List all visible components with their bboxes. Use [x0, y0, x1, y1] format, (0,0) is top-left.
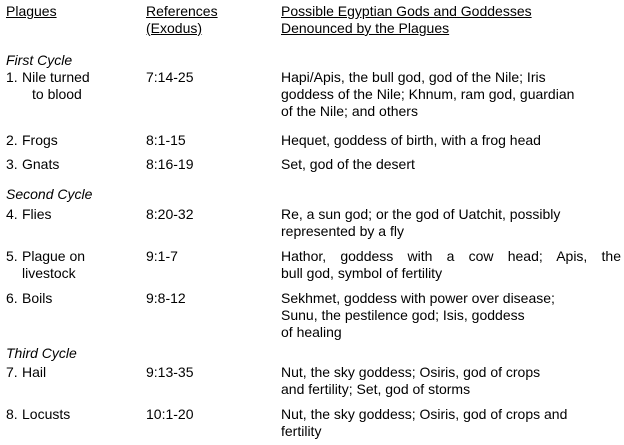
plague-name: [22, 69, 132, 103]
plague-name-line: livestock: [22, 265, 76, 281]
exodus-reference: 8:1-15: [146, 132, 186, 148]
exodus-reference: 10:1-20: [146, 406, 194, 422]
cycle-heading-second: Second Cycle: [6, 186, 93, 202]
exodus-reference: 9:13-35: [146, 364, 194, 380]
header-references-line1: References: [146, 3, 218, 19]
gods-description-line: fertility: [281, 423, 322, 439]
plague-name: Frogs: [22, 132, 58, 148]
row-number: 5.: [6, 248, 18, 264]
gods-description-line: Nut, the sky goddess; Osiris, god of crops: [281, 364, 541, 380]
gods-description: [281, 290, 621, 341]
gods-description: [281, 248, 621, 282]
gods-description: [281, 364, 621, 398]
plague-name: [22, 248, 132, 282]
gods-description: [281, 406, 621, 440]
gods-description-line: goddess of the Nile; Khnum, ram god, guardian: [281, 86, 575, 102]
cycle-heading-first: First Cycle: [6, 52, 73, 68]
plague-name-line: Nile turned: [22, 69, 90, 85]
gods-description-line: Sunu, the pestilence god; Isis, goddess: [281, 307, 525, 323]
gods-description-line: and fertility; Set, god of storms: [281, 381, 471, 397]
gods-description-line: represented by a fly: [281, 223, 404, 239]
gods-description: Hequet, goddess of birth, with a frog head: [281, 132, 541, 148]
gods-description: [281, 206, 621, 240]
exodus-reference: 9:8-12: [146, 290, 186, 306]
gods-description-line: of healing: [281, 324, 342, 340]
gods-description-line: of the Nile; and others: [281, 103, 418, 119]
plague-name-line: Plague on: [22, 248, 86, 264]
row-number: 2.: [6, 132, 18, 148]
cycle-heading-third: Third Cycle: [6, 345, 77, 361]
gods-description-line: Re, a sun god; or the god of Uatchit, possibly: [281, 206, 561, 222]
header-references-line2: (Exodus): [146, 20, 203, 36]
gods-description-line: Nut, the sky goddess; Osiris, god of crops and: [281, 406, 568, 422]
exodus-reference: 8:16-19: [146, 156, 194, 172]
gods-description: [281, 69, 621, 120]
header-gods: [281, 3, 532, 37]
row-number: 6.: [6, 290, 18, 306]
exodus-reference: 8:20-32: [146, 206, 194, 222]
row-number: 8.: [6, 406, 18, 422]
plague-name-line: to blood: [32, 86, 82, 102]
row-number: 3.: [6, 156, 18, 172]
plague-name: Gnats: [22, 156, 60, 172]
exodus-reference: 9:1-7: [146, 248, 178, 264]
row-number: 4.: [6, 206, 18, 222]
row-number: 7.: [6, 364, 18, 380]
row-number: 1.: [6, 69, 18, 85]
header-gods-line2: Denounced by the Plagues: [281, 20, 450, 36]
gods-description: Set, god of the desert: [281, 156, 415, 172]
plague-name: Flies: [22, 206, 52, 222]
gods-description-line: Sekhmet, goddess with power over disease;: [281, 290, 555, 306]
header-gods-line1: Possible Egyptian Gods and Goddesses: [281, 3, 532, 19]
plague-name: Boils: [22, 290, 53, 306]
plague-name: Locusts: [22, 406, 71, 422]
plague-name: Hail: [22, 364, 47, 380]
gods-description-line: Hapi/Apis, the bull god, god of the Nile; Iris: [281, 69, 546, 85]
exodus-reference: 7:14-25: [146, 69, 194, 85]
gods-description-line: Hathor, goddess with a cow head; Apis, the: [281, 248, 621, 264]
gods-description-line: bull god, symbol of fertility: [281, 265, 443, 281]
header-plagues: Plagues: [6, 3, 57, 19]
header-references: [146, 3, 218, 37]
